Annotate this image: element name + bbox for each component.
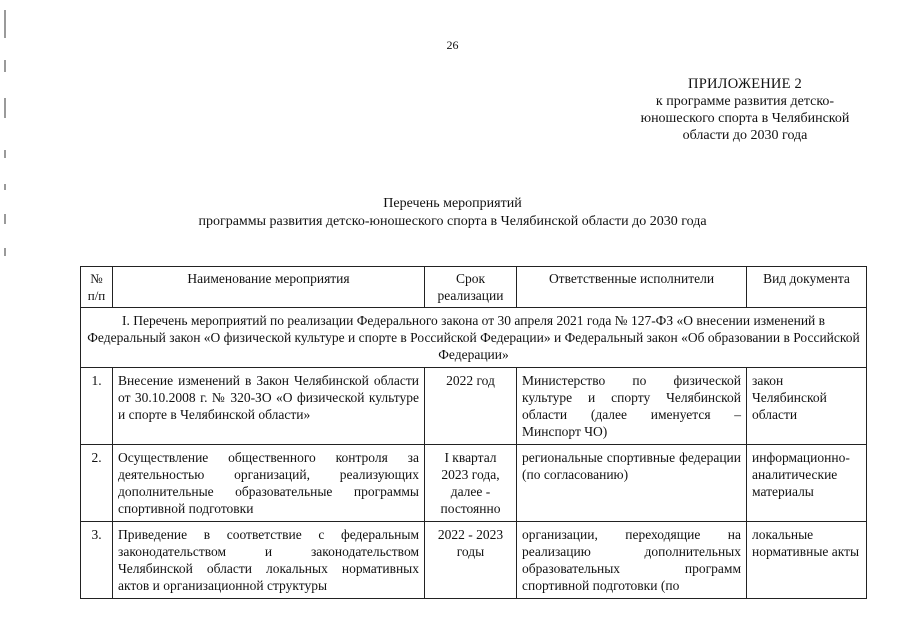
header-num: № п/п <box>81 267 113 308</box>
activities-table <box>80 266 867 599</box>
section-title: I. Перечень мероприятий по реализации Федерального закона от 30 апреля 2021 года № 127-ФЗ «О внесении изменений в Федеральный закон «О физической культуре и спорте в Российской Федерации» и Федеральный закон «Об образовании в Российской Федерации» <box>81 308 867 368</box>
section-row <box>81 308 867 368</box>
appendix-heading: ПРИЛОЖЕНИЕ 2 <box>688 76 802 92</box>
table-row <box>81 522 867 599</box>
row-num: 3. <box>81 522 113 599</box>
document-title-line-1: Перечень мероприятий <box>383 196 522 211</box>
appendix-block <box>600 76 890 144</box>
header-term: Срок реализации <box>425 267 517 308</box>
row-num: 1. <box>81 368 113 445</box>
row-doc-type: локальные нормативные акты <box>747 522 867 599</box>
row-doc-type: закон Челябинской области <box>747 368 867 445</box>
row-responsible: Министерство по физической культуре и спорту Челябинской области (далее именуется – Минспорт ЧО) <box>517 368 747 445</box>
row-doc-type: информационно-аналитические материалы <box>747 445 867 522</box>
table-row <box>81 368 867 445</box>
row-term: 2022 год <box>425 368 517 445</box>
document-title <box>0 195 905 231</box>
row-num: 2. <box>81 445 113 522</box>
page-number: 26 <box>446 38 459 52</box>
header-responsible: Ответственные исполнители <box>517 267 747 308</box>
table-header-row <box>81 267 867 308</box>
appendix-line: к программе развития детско- <box>655 94 835 109</box>
table-row <box>81 445 867 522</box>
row-responsible: организации, переходящие на реализацию дополнительных образовательных программ спортивной подготовки (по <box>517 522 747 599</box>
appendix-line: области до 2030 года <box>682 128 808 143</box>
row-name: Внесение изменений в Закон Челябинской области от 30.10.2008 г. № 320-ЗО «О физической культуре и спорте в Челябинской области» <box>113 368 425 445</box>
row-term: 2022 - 2023 годы <box>425 522 517 599</box>
row-name: Осуществление общественного контроля за деятельностью организаций, реализующих дополнительные образовательные программы спортивной подготовки <box>113 445 425 522</box>
header-name: Наименование мероприятия <box>113 267 425 308</box>
row-term: I квартал 2023 года, далее - постоянно <box>425 445 517 522</box>
row-name: Приведение в соответствие с федеральным законодательством и законодательством Челябинской области локальных нормативных актов и организационной структуры <box>113 522 425 599</box>
row-responsible: региональные спортивные федерации (по согласованию) <box>517 445 747 522</box>
appendix-line: юношеского спорта в Челябинской <box>640 111 850 126</box>
header-doc-type: Вид документа <box>747 267 867 308</box>
document-title-line-2: программы развития детско-юношеского спорта в Челябинской области до 2030 года <box>198 214 707 229</box>
